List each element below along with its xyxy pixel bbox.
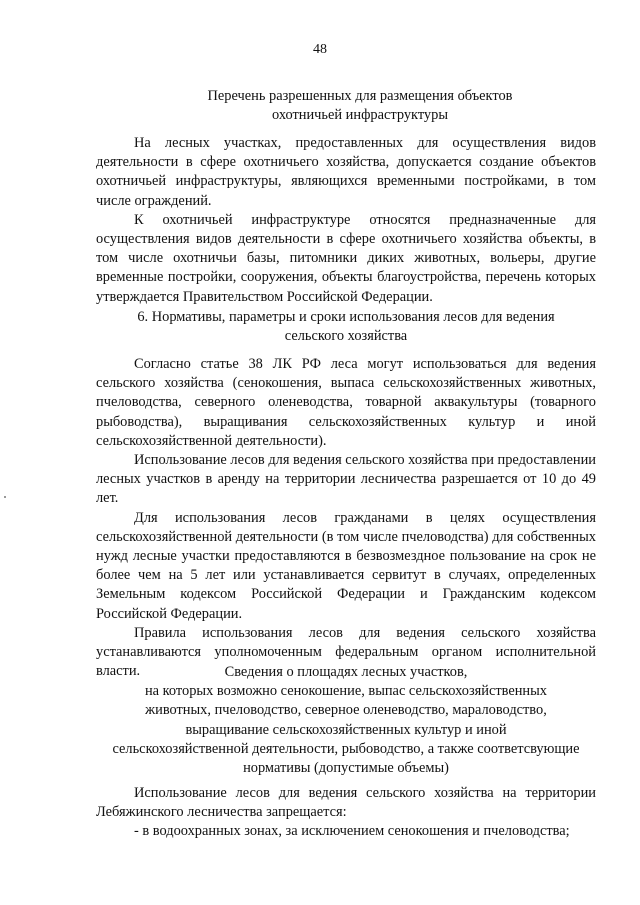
scan-mark	[4, 496, 6, 498]
section-body-agriculture	[96, 355, 596, 681]
title-line: охотничьей инфраструктуры	[272, 107, 448, 124]
section-title-hunting-infrastructure	[180, 87, 540, 125]
title-line: сельскохозяйственной деятельности, рыбоводство, а также соответсвующие	[112, 740, 580, 757]
paragraph: Использование лесов для ведения сельского хозяйства при предоставлении лесных участков в аренду на территории лесничества разрешается от 10 до 49 лет.	[96, 452, 596, 507]
section-title-agriculture	[96, 308, 596, 346]
title-line: животных, пчеловодство, северное оленеводство, мараловодство,	[145, 702, 547, 719]
paragraph: Правила использования лесов для ведения сельского хозяйства устанавливаются уполномоченным федеральным органом исполнительной власти.	[96, 624, 596, 680]
title-line: на которых возможно сенокошение, выпас сельскохозяйственных	[144, 683, 547, 700]
title-line: Перечень разрешенных для размещения объектов	[207, 88, 513, 104]
title-line: нормативы (допустимые объемы)	[243, 760, 449, 777]
title-line: 6. Нормативы, параметры и сроки использования лесов для ведения	[137, 309, 555, 325]
paragraph: Согласно статье 38 ЛК РФ леса могут использоваться для ведения сельского хозяйства (сенокошения, выпаса сельскохозяйственных животных, пчеловодства, северного оленеводства, товарной аквакультуры (товарного рыбоводства), выращивания сельскохозяйственных культур и иной сельскохозяйственной деятельности).	[96, 356, 596, 449]
list-item: - в водоохранных зонах, за исключением сенокошения и пчеловодства;	[134, 823, 570, 840]
paragraph: На лесных участках, предоставленных для осуществления видов деятельности в сфере охотничьего хозяйства, допускается создание объектов охотничьей инфраструктуры, являющихся временными постройками, в том числе ограждений.	[96, 135, 596, 209]
paragraph: Использование лесов для ведения сельского хозяйства на территории Лебяжинского лесничества запрещается:	[96, 785, 596, 821]
title-line: Сведения о площадях лесных участков,	[224, 664, 468, 680]
title-line: сельского хозяйства	[284, 328, 408, 345]
section-body-hunting-infrastructure	[96, 134, 596, 307]
section-title-areas-info	[96, 663, 596, 778]
title-line: выращивание сельскохозяйственных культур и иной	[185, 721, 507, 738]
paragraph: Для использования лесов гражданами в целях осуществления сельскохозяйственной деятельности (в том числе пчеловодства) для собственных нужд лесные участки предоставляются в безвозмездное пользование на срок не более чем на 5 лет или устанавливается сервитут в случаях, определенных Земельным кодексом Российской Федерации и Гражданским кодексом Российской Федерации.	[96, 509, 596, 622]
section-body-areas-info	[96, 784, 596, 842]
page-number: 48	[313, 42, 327, 57]
paragraph: К охотничьей инфраструктуре относятся предназначенные для осуществления видов деятельности в сфере охотничьего хозяйства объекты, в том числе охотничьи базы, питомники диких животных, вольеры, другие временные постройки, сооружения, объекты благоустройства, перечень которых утверждается Правительством Российской Федерации.	[96, 211, 596, 305]
